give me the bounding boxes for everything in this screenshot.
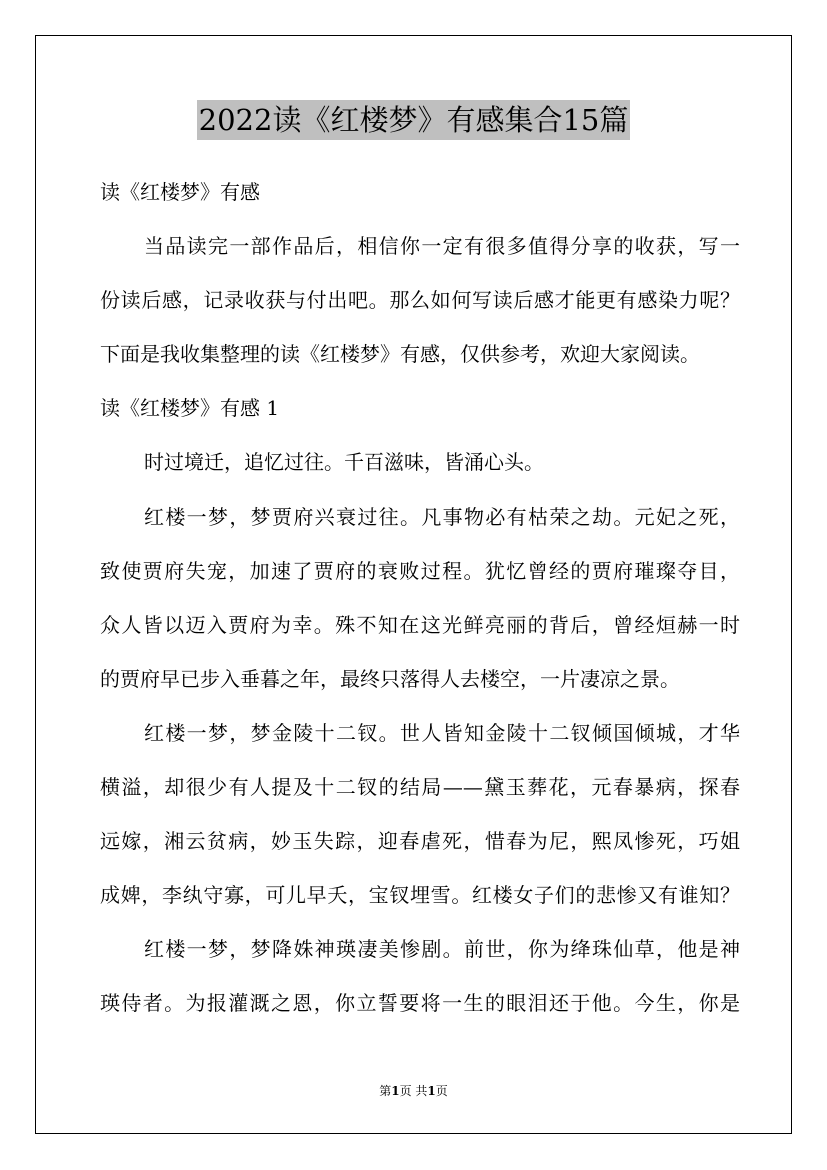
text-line: 份读后感，记录收获与付出吧。那么如何写读后感才能更有感染力呢？	[100, 288, 740, 313]
text-line: 的贾府早已步入垂暮之年，最终只落得人去楼空，一片凄凉之景。	[100, 666, 680, 691]
page-footer	[0, 1083, 827, 1099]
text-line: 读《红楼梦》有感	[100, 180, 260, 204]
text-line: 红楼一梦，梦降姝神瑛凄美惨剧。前世，你为绛珠仙草，他是神	[144, 937, 740, 962]
footer-prefix: 第	[379, 1084, 392, 1098]
text-line: 下面是我收集整理的读《红楼梦》有感，仅供参考，欢迎大家阅读。	[100, 342, 700, 367]
footer-page-number: 1	[391, 1084, 400, 1098]
text-line: 致使贾府失宠，加速了贾府的衰败过程。犹忆曾经的贾府璀璨夺目，	[100, 558, 740, 583]
text-line: 众人皆以迈入贾府为幸。殊不知在这光鲜亮丽的背后，曾经烜赫一时	[100, 612, 740, 637]
text-line: 成婢，李纨守寡，可儿早夭，宝钗埋雪。红楼女子们的悲惨又有谁知？	[100, 883, 740, 908]
text-line: 当品读完一部作品后，相信你一定有很多值得分享的收获，写一	[144, 234, 740, 259]
text-line: 远嫁，湘云贫病，妙玉失踪，迎春虐死，惜春为尼，熙凤惨死，巧姐	[100, 829, 740, 854]
text-line: 红楼一梦，梦金陵十二钗。世人皆知金陵十二钗倾国倾城，才华	[144, 720, 740, 745]
footer-total-pages: 1	[427, 1084, 436, 1098]
footer-mid: 页 共	[399, 1084, 428, 1098]
text-line: 瑛侍者。为报灌溉之恩，你立誓要将一生的眼泪还于他。今生，你是	[100, 991, 740, 1016]
footer-suffix: 页	[435, 1084, 448, 1098]
title-container	[0, 100, 827, 140]
document-body	[100, 165, 740, 1031]
text-line: 读《红楼梦》有感 1	[100, 396, 280, 421]
text-line: 红楼一梦，梦贾府兴衰过往。凡事物必有枯荣之劫。元妃之死，	[144, 504, 740, 529]
document-title: 2022读《红楼梦》有感集合15篇	[197, 100, 631, 140]
text-line: 横溢，却很少有人提及十二钗的结局——黛玉葬花，元春暴病，探春	[100, 775, 740, 800]
text-line: 时过境迁，追忆过往。千百滋味，皆涌心头。	[144, 450, 544, 475]
